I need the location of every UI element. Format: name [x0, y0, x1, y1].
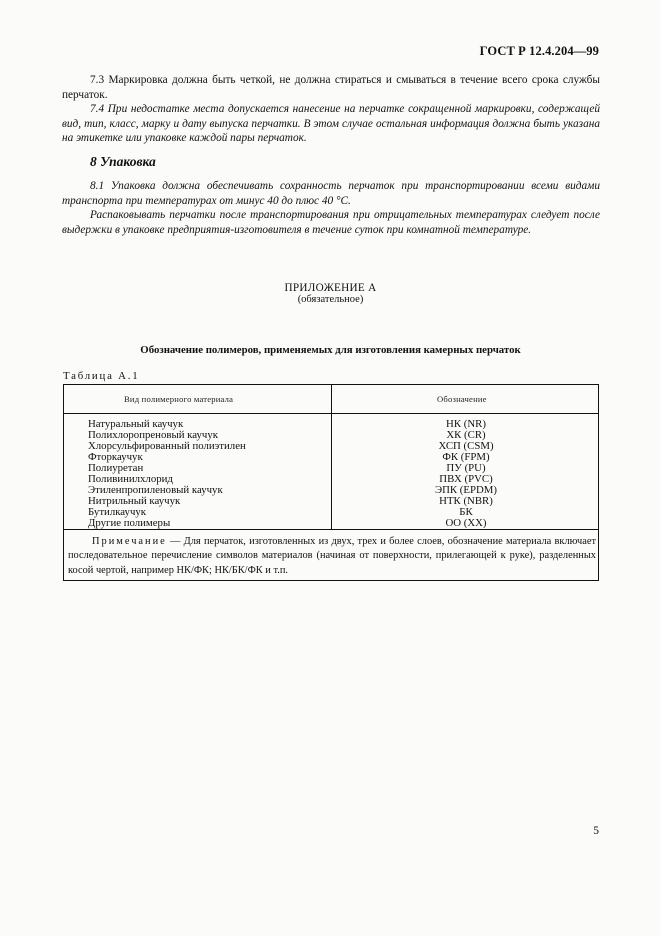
material-name: Фторкаучук	[88, 451, 143, 463]
section-title-packaging: 8 Упаковка	[90, 154, 156, 169]
document-code-header: ГОСТ Р 12.4.204—99	[479, 44, 599, 58]
material-name: Полиуретан	[88, 462, 144, 474]
material-name: Нитрильный каучук	[88, 495, 181, 507]
paragraph-8-2: Распаковывать перчатки после транспортирования при отрицательных температурах следует после выдержки в упаковке предприятия-изготовителя в течение суток при комнатной температуре.	[62, 209, 600, 236]
material-code: ХК (CR)	[446, 429, 486, 441]
material-name: Полихлоропреновый каучук	[88, 429, 218, 441]
polymer-table	[63, 384, 599, 581]
material-code: БК	[459, 506, 473, 518]
material-code: ПВХ (PVC)	[439, 473, 493, 485]
paragraph-7-4: 7.4 При недостатке места допускается нанесение на перчатке сокращенной маркировки, содержащей вид, тип, класс, марку и дату выпуска перчатки. В этом случае остальная информация должна быть указана на этикетке или упаковке каждой пары перчаток.	[62, 103, 600, 145]
table-caption: Таблица А.1	[63, 370, 140, 382]
material-code: ФК (FPM)	[442, 451, 490, 463]
paragraph-8-1: 8.1 Упаковка должна обеспечивать сохранность перчаток при транспортировании всеми видами транспорта при температурах от минус 40 до плюс 40 °С.	[62, 180, 600, 207]
appendix-subtitle: (обязательное)	[297, 294, 364, 305]
paragraph-7-3: 7.3 Маркировка должна быть четкой, не должна стираться и смываться в течение всего срока службы перчаток.	[62, 74, 600, 101]
material-name: Хлорсульфированный полиэтилен	[88, 440, 246, 452]
table-header-designation: Обозначение	[437, 394, 487, 404]
material-name: Поливинилхлорид	[88, 473, 173, 485]
appendix-title: ПРИЛОЖЕНИЕ А	[284, 282, 377, 294]
material-name: Другие полимеры	[88, 517, 171, 529]
material-code: ОО (XX)	[445, 517, 487, 529]
material-code: НТК (NBR)	[439, 495, 493, 507]
material-name: Натуральный каучук	[88, 418, 184, 430]
appendix-caption: Обозначение полимеров, применяемых для изготовления камерных перчаток	[140, 344, 521, 356]
material-name: Бутилкаучук	[88, 506, 147, 518]
page-number: 5	[593, 825, 599, 837]
material-code: ХСП (CSM)	[438, 440, 494, 452]
material-code: ЭПК (EPDM)	[434, 484, 497, 496]
table-note	[68, 535, 596, 578]
table-header-material: Вид полимерного материала	[124, 394, 234, 404]
material-name: Этиленпропиленовый каучук	[88, 484, 223, 496]
note-divider	[64, 529, 598, 530]
material-code: ПУ (PU)	[446, 462, 486, 474]
note-text: — Для перчаток, изготовленных из двух, трех и более слоев, обозначение материала включает последовательное перечисление символов материалов (начиная от поверхности, прилегающей к руке), разделенных косой чертой, например НК/ФК; НК/БК/ФК и т.п.	[68, 536, 596, 576]
material-code: НК (NR)	[446, 418, 486, 430]
note-label: Примечание	[92, 536, 167, 547]
